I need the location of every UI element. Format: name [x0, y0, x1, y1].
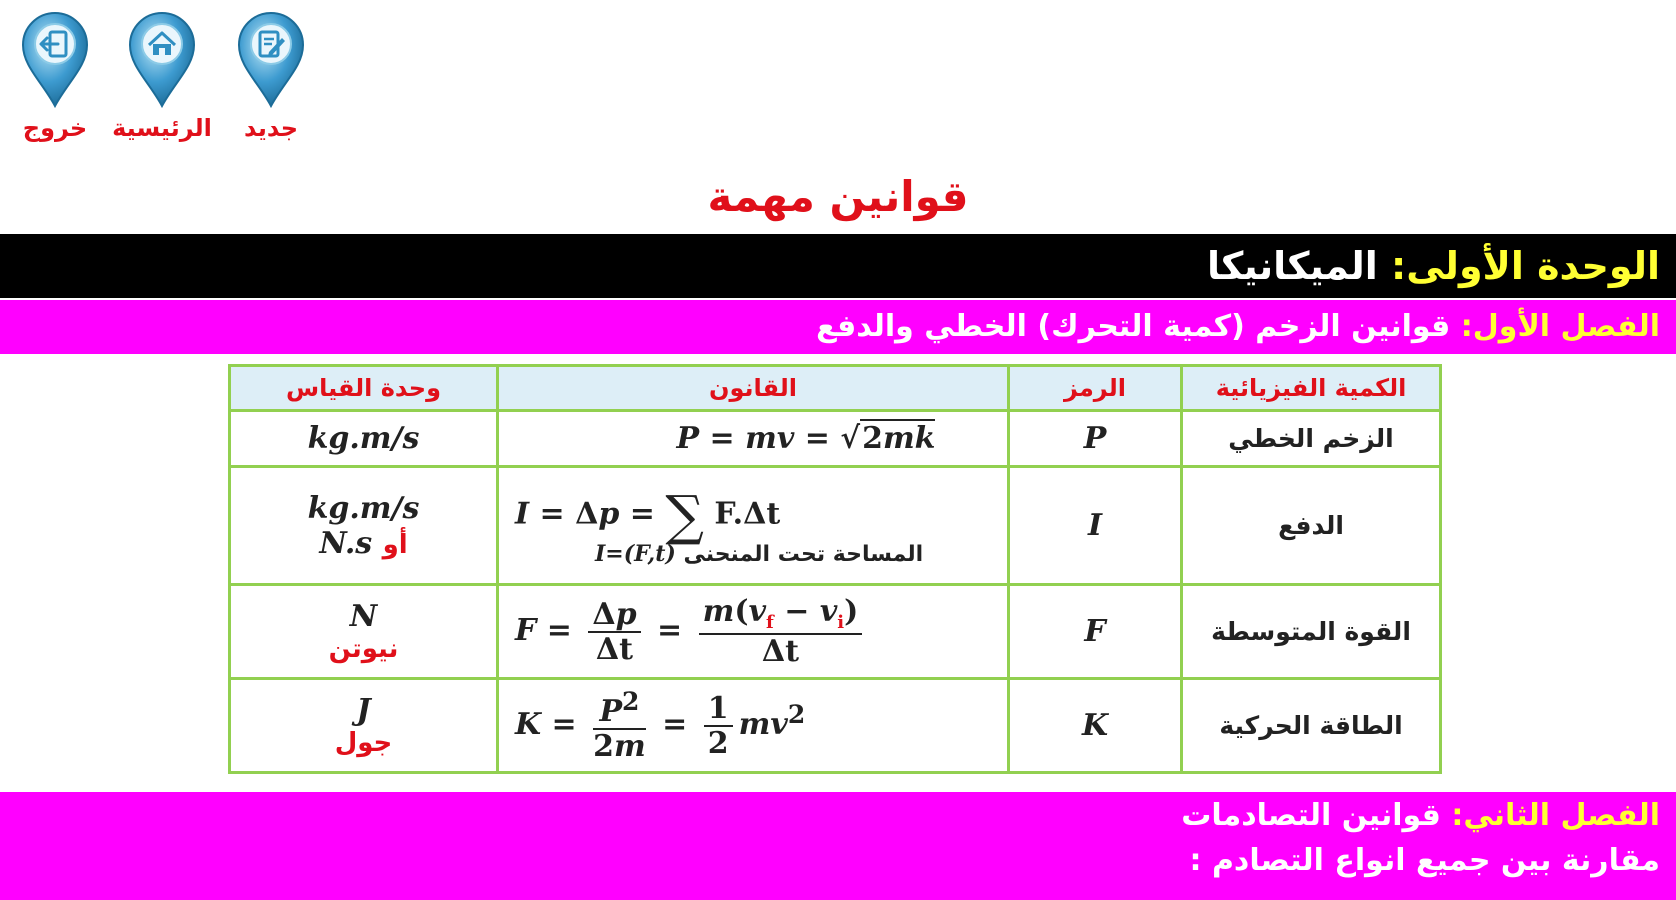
- unit-cell: kg.m/s: [230, 411, 498, 467]
- header-symbol: الرمز: [1009, 366, 1182, 411]
- force-formula: F = $\frac{\Delta p}{\Delta t}$ = $\frac{m(v_f - v_i)}{\Delta t}$: [515, 613, 868, 648]
- table-row: [230, 585, 1441, 679]
- quantity-cell: الطاقة الحركية: [1182, 679, 1441, 773]
- symbol-cell: I: [1009, 467, 1182, 585]
- chapter1-header: [0, 300, 1676, 354]
- page-title: قوانين مهمة: [707, 172, 969, 221]
- impulse-note-text: المساحة تحت المنحنى: [683, 542, 924, 567]
- formula-cell: [498, 411, 1009, 467]
- chapter1-prefix: الفصل الأول:: [1460, 309, 1660, 344]
- symbol-cell: F: [1009, 585, 1182, 679]
- kinetic-formula: K = $\frac{P^2}{2m}$ = $\frac{1}{2}$ $mv^2$: [515, 687, 806, 764]
- header-law: القانون: [498, 366, 1009, 411]
- formula-cell: [498, 585, 1009, 679]
- unit-primary: kg.m/s: [307, 490, 420, 526]
- new-label: جديد: [243, 114, 299, 142]
- chapter2-name: قوانين التصادمات: [1181, 798, 1441, 833]
- new-document-icon: [236, 10, 306, 108]
- momentum-formula: P = mv = √2mk: [676, 421, 936, 456]
- unit-or: أو: [382, 529, 408, 560]
- formula-cell: [498, 467, 1009, 585]
- laws-table: [228, 364, 1442, 774]
- unit-primary: N: [349, 599, 378, 634]
- unit-header: [0, 234, 1676, 298]
- unit-primary: J: [356, 693, 371, 728]
- header-unit: وحدة القياس: [230, 366, 498, 411]
- exit-icon: [20, 10, 90, 108]
- symbol-cell: K: [1009, 679, 1182, 773]
- unit-name: الميكانيكا: [1207, 244, 1378, 288]
- quantity-cell: القوة المتوسطة: [1182, 585, 1441, 679]
- home-label: الرئيسية: [112, 114, 212, 142]
- exit-label: خروج: [22, 114, 88, 142]
- home-button[interactable]: [107, 10, 217, 142]
- unit-cell: [230, 679, 498, 773]
- chapter2-subtitle: مقارنة بين جميع انواع التصادم :: [1189, 843, 1660, 878]
- chapter2-prefix: الفصل الثاني:: [1451, 798, 1660, 833]
- formula-cell: [498, 679, 1009, 773]
- unit-prefix: الوحدة الأولى:: [1391, 244, 1660, 288]
- exit-button[interactable]: [0, 10, 110, 142]
- unit-alt: N.s: [319, 525, 373, 561]
- header-quantity: الكمية الفيزيائية: [1182, 366, 1441, 411]
- impulse-formula: I = Δp = ∑ F.Δt: [515, 484, 781, 547]
- unit-cell: [230, 585, 498, 679]
- quantity-cell: الزخم الخطي: [1182, 411, 1441, 467]
- new-button[interactable]: [216, 10, 326, 142]
- unit-arabic: جول: [334, 728, 393, 758]
- table-row: [230, 411, 1441, 467]
- symbol-cell: P: [1009, 411, 1182, 467]
- unit-arabic: نيوتن: [328, 634, 399, 664]
- table-header-row: [230, 366, 1441, 411]
- unit-cell: [230, 467, 498, 585]
- table-row: [230, 467, 1441, 585]
- quantity-cell: الدفع: [1182, 467, 1441, 585]
- impulse-note-math: I=(F,t): [595, 541, 676, 567]
- chapter2-header: [0, 792, 1676, 900]
- impulse-note: [595, 541, 1007, 567]
- chapter1-name: قوانين الزخم (كمية التحرك) الخطي والدفع: [816, 309, 1451, 344]
- home-icon: [127, 10, 197, 108]
- table-row: [230, 679, 1441, 773]
